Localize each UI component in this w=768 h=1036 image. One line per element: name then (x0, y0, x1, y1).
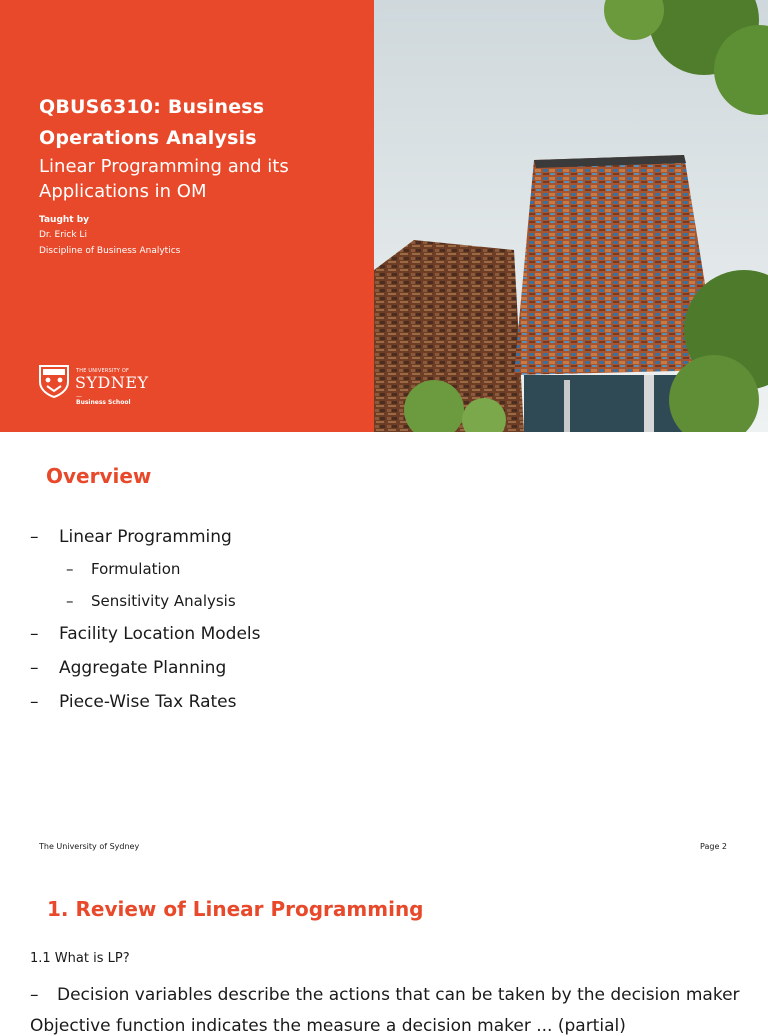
review-slide (0, 864, 768, 1036)
bullet-text: Decision variables describe the actions that can be taken by the decision maker (57, 985, 740, 1005)
overview-heading: Overview (46, 464, 152, 488)
bullet-dash: – (30, 624, 39, 644)
course-title-line1: QBUS6310: Business (39, 96, 265, 118)
bullet-text: Piece-Wise Tax Rates (59, 692, 237, 712)
bullet-text: Aggregate Planning (59, 658, 227, 678)
logo-small-text: THE UNIVERSITY OF (76, 368, 130, 374)
building-illustration (374, 0, 768, 432)
bullet-dash: – (66, 592, 74, 610)
lecture-subtitle-line1: Linear Programming and its (39, 156, 289, 177)
overview-slide (0, 432, 768, 864)
lecture-subtitle (39, 154, 359, 204)
bullet-dash: – (30, 527, 39, 547)
bullet-text: Sensitivity Analysis (91, 592, 236, 610)
taught-by-label: Taught by (39, 215, 90, 225)
title-panel (0, 0, 374, 432)
bullet-dash: – (30, 658, 39, 678)
lecturer-name: Dr. Erick Li (39, 230, 87, 240)
bullet-dash: – (66, 560, 74, 578)
logo-wordmark: SYDNEY (75, 373, 149, 392)
building-photo (374, 0, 768, 432)
bullet-item-partial: Objective function indicates the measure a decision maker ... (partial) (30, 1016, 626, 1036)
footer-university: The University of Sydney (39, 842, 140, 851)
bullet-text: Formulation (91, 560, 181, 578)
review-heading: 1. Review of Linear Programming (47, 897, 424, 921)
bullet-text: Linear Programming (59, 527, 232, 547)
bullet-text: Facility Location Models (59, 624, 261, 644)
page-number: Page 2 (700, 842, 727, 851)
section-subheading: 1.1 What is LP? (30, 951, 130, 966)
bullet-dash: – (30, 985, 39, 1005)
course-title-line2: Operations Analysis (39, 127, 257, 149)
university-logo (38, 364, 148, 408)
logo-school-text: Business School (76, 399, 131, 406)
discipline-name: Discipline of Business Analytics (39, 246, 181, 256)
title-slide (0, 0, 768, 432)
shield-icon (38, 364, 70, 398)
logo-divider: — (76, 393, 82, 400)
lecture-subtitle-line2: Applications in OM (39, 181, 207, 202)
course-title (39, 92, 359, 154)
bullet-dash: – (30, 692, 39, 712)
